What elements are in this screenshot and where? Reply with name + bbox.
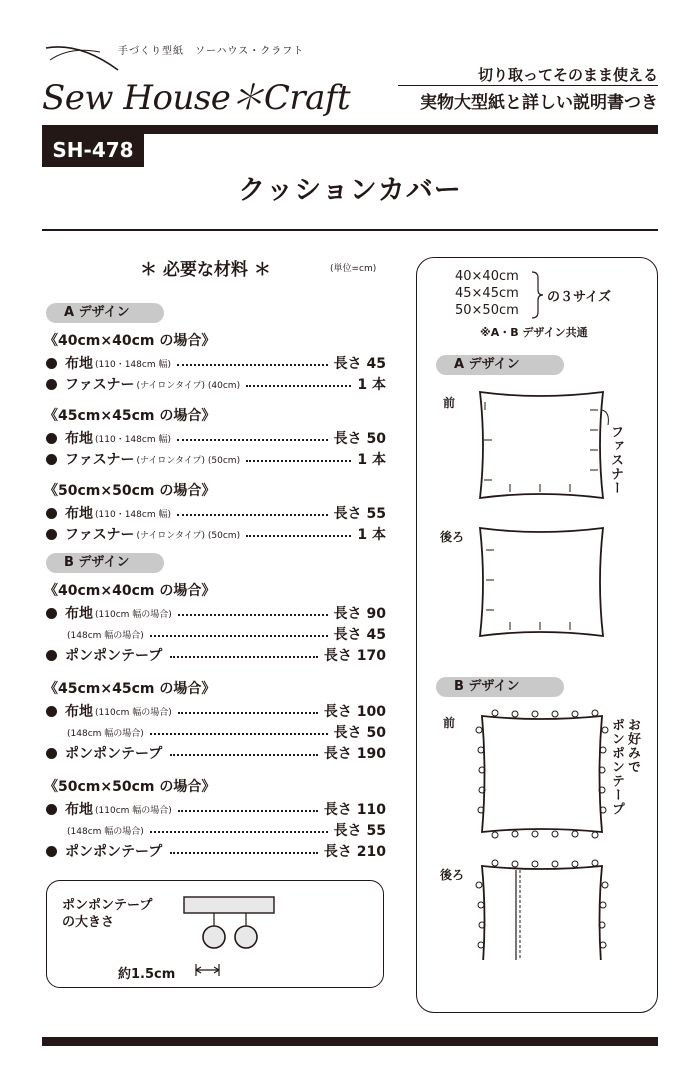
pompom-optional-label: お好みで ポンポンテープ: [609, 718, 640, 816]
material-note: (148cm 幅の場合): [67, 728, 144, 739]
material-name: ポンポンテープ: [65, 844, 163, 860]
sizes-suffix: の３サイズ: [547, 290, 611, 305]
unit-note: (単位=cm): [330, 264, 377, 274]
material-row: [46, 503, 386, 523]
material-row: [46, 799, 386, 819]
pompom-title-line2: の大きさ: [62, 915, 115, 930]
material-name: ポンポンテープ: [65, 746, 163, 762]
bullet-icon: [46, 508, 57, 519]
material-quantity: 長さ 190: [323, 746, 386, 762]
size-option: 40×40cm: [455, 269, 519, 284]
material-quantity: 長さ 90: [333, 606, 386, 622]
panel-design-b-label: B デザイン: [436, 677, 564, 697]
material-row: [46, 743, 386, 763]
material-quantity: 1 本: [357, 452, 386, 468]
footer-rule: [42, 1037, 658, 1046]
size-option: 50×50cm: [455, 303, 519, 318]
material-name: ファスナー: [65, 377, 135, 393]
material-quantity: 長さ 110: [323, 802, 386, 818]
material-row: [46, 820, 386, 840]
material-quantity: 長さ 55: [333, 823, 386, 839]
size-case-heading: 《40cm×40cm の場合》: [44, 583, 216, 599]
bullet-icon: [46, 608, 57, 619]
material-note: (ナイロンタイプ) (50cm): [136, 455, 241, 466]
brand-logo: Sew House＊Craft: [42, 78, 351, 118]
material-note: (ナイロンタイプ) (50cm): [136, 530, 241, 541]
dot-leader: [178, 712, 318, 714]
material-note: (110・148cm 幅): [95, 434, 171, 445]
bullet-icon: [46, 706, 57, 717]
size-case-heading: 《50cm×50cm の場合》: [44, 483, 216, 499]
dot-leader: [178, 810, 318, 812]
cushion-a-back: [480, 528, 603, 636]
material-name: ファスナー: [65, 452, 135, 468]
material-row: [46, 449, 386, 469]
bullet-icon: [46, 804, 57, 815]
material-row: [46, 722, 386, 742]
material-row: [46, 701, 386, 721]
pompom-title-line1: ポンポンテープ: [62, 898, 153, 913]
logo-subtitle: 手づくり型紙 ソーハウス・クラフト: [118, 46, 305, 57]
common-note: ※A・B デザイン共通: [480, 326, 588, 339]
dot-leader: [150, 733, 328, 735]
cushion-a-front: [480, 392, 603, 498]
material-note: (110cm 幅の場合): [95, 609, 172, 620]
front-label-b: 前: [443, 716, 456, 730]
material-name: 布地: [65, 431, 93, 447]
dot-leader: [178, 614, 328, 616]
cushion-b-back: [482, 866, 602, 960]
pompom-diameter: 約1.5cm: [118, 967, 176, 982]
material-name: 布地: [65, 606, 93, 622]
dot-leader: [170, 656, 318, 658]
front-label-a: 前: [443, 396, 456, 410]
material-note: (148cm 幅の場合): [67, 630, 144, 641]
design-a-label: A デザイン: [46, 303, 164, 323]
tagline-divider: [398, 85, 658, 86]
bullet-icon: [46, 748, 57, 759]
bullet-icon: [46, 433, 57, 444]
material-name: ポンポンテープ: [65, 648, 163, 664]
product-code-badge: SH-478: [42, 133, 144, 167]
design-b-label: B デザイン: [46, 553, 164, 573]
dimension-arrow-icon: [193, 962, 223, 978]
material-quantity: 長さ 45: [333, 627, 386, 643]
dot-leader: [150, 831, 328, 833]
size-option: 45×45cm: [455, 286, 519, 301]
page-title: クッションカバー: [238, 175, 462, 206]
material-name: 布地: [65, 802, 93, 818]
size-case-heading: 《45cm×45cm の場合》: [44, 681, 216, 697]
bullet-icon: [46, 358, 57, 369]
material-note: (ナイロンタイプ) (40cm): [136, 380, 241, 391]
material-row: [46, 645, 386, 665]
material-name: ファスナー: [65, 527, 135, 543]
material-name: 布地: [65, 356, 93, 372]
cushion-b-front: [482, 716, 602, 832]
dot-leader: [177, 439, 328, 441]
material-row: [46, 374, 386, 394]
cushion-diagrams: [420, 380, 620, 960]
zipper-label: ファスナー: [608, 425, 623, 495]
dot-leader: [246, 385, 351, 387]
size-case-heading: 《45cm×45cm の場合》: [44, 408, 216, 424]
dot-leader: [170, 852, 318, 854]
dot-leader: [170, 754, 318, 756]
pompom-tape-illustration: [180, 895, 280, 965]
material-row: [46, 353, 386, 373]
material-quantity: 長さ 45: [333, 356, 386, 372]
dot-leader: [246, 535, 351, 537]
tagline-primary: 切り取ってそのまま使える: [477, 66, 658, 84]
dot-leader: [177, 364, 328, 366]
material-quantity: 長さ 55: [333, 506, 386, 522]
material-name: 布地: [65, 704, 93, 720]
dot-leader: [150, 635, 328, 637]
material-note: (110・148cm 幅): [95, 359, 171, 370]
material-row: [46, 603, 386, 623]
tagline-secondary: 実物大型紙と詳しい説明書つき: [420, 93, 658, 113]
material-row: [46, 428, 386, 448]
materials-heading: ＊ 必要な材料 ＊: [140, 260, 271, 280]
material-row: [46, 841, 386, 861]
bullet-icon: [46, 846, 57, 857]
material-note: (148cm 幅の場合): [67, 826, 144, 837]
dot-leader: [246, 460, 351, 462]
back-label-a: 後ろ: [440, 530, 465, 544]
bullet-icon: [46, 650, 57, 661]
size-list: [455, 268, 519, 319]
title-divider: [42, 229, 658, 231]
material-quantity: 長さ 210: [323, 844, 386, 860]
material-quantity: 1 本: [357, 377, 386, 393]
bullet-icon: [46, 379, 57, 390]
material-note: (110・148cm 幅): [95, 509, 171, 520]
back-label-b: 後ろ: [440, 868, 465, 882]
material-note: (110cm 幅の場合): [95, 805, 172, 816]
material-quantity: 1 本: [357, 527, 386, 543]
material-quantity: 長さ 100: [323, 704, 386, 720]
dot-leader: [177, 514, 328, 516]
pompom-size-title: [62, 897, 152, 931]
size-case-heading: 《40cm×40cm の場合》: [44, 333, 216, 349]
bullet-icon: [46, 529, 57, 540]
material-quantity: 長さ 50: [333, 725, 386, 741]
brace-icon: [530, 270, 544, 320]
panel-design-a-label: A デザイン: [436, 355, 564, 375]
size-case-heading: 《50cm×50cm の場合》: [44, 779, 216, 795]
material-quantity: 長さ 170: [323, 648, 386, 664]
bullet-icon: [46, 454, 57, 465]
material-quantity: 長さ 50: [333, 431, 386, 447]
material-row: [46, 624, 386, 644]
material-note: (110cm 幅の場合): [95, 707, 172, 718]
material-row: [46, 524, 386, 544]
material-name: 布地: [65, 506, 93, 522]
